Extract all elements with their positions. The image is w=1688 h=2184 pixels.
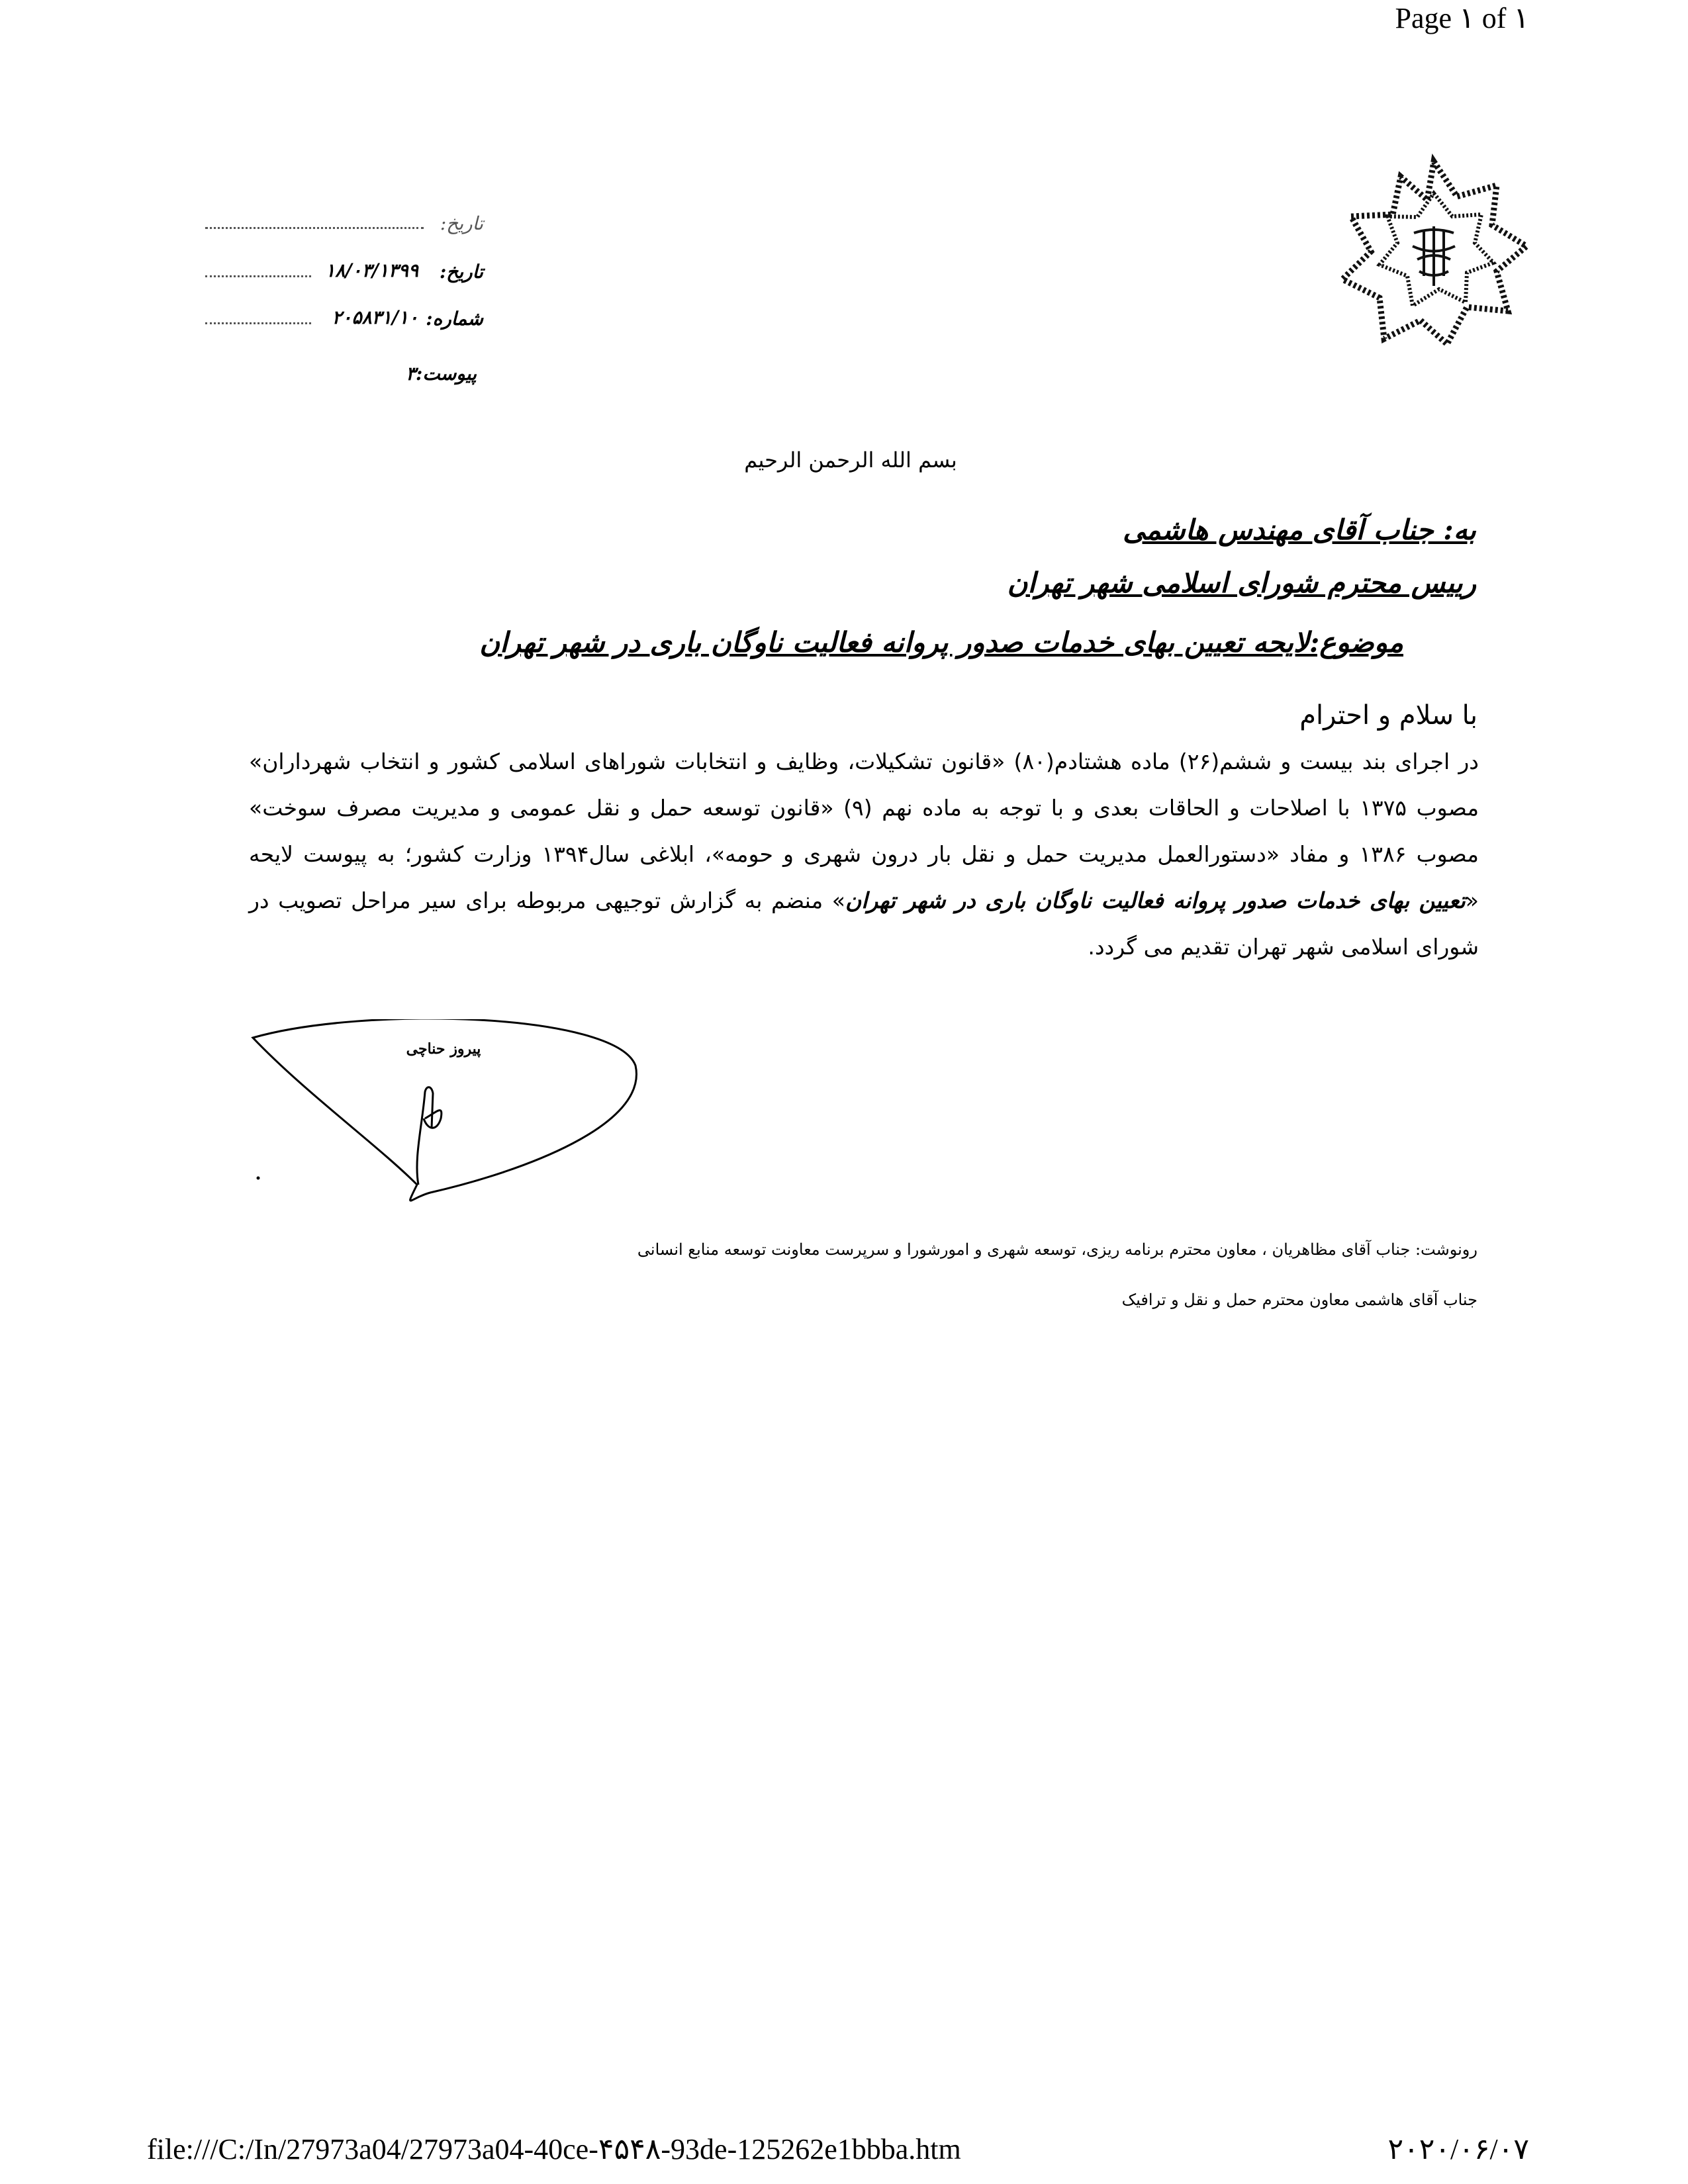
cc-line-2: جناب آقای هاشمی معاون محترم حمل و نقل و ترافیک — [1121, 1291, 1477, 1309]
number-row — [205, 302, 483, 334]
body-text-part-2: » منضم به گزارش توجیهی مربوطه برای سیر مراحل تصویب در شورای اسلامی شهر تهران تقدیم می گردد. — [249, 887, 1479, 960]
cc-line-1: رونوشت: جناب آقای مظاهریان ، معاون محترم برنامه ریزی، توسعه شهری و امورشورا و سرپرست معاونت توسعه منابع انسانی — [637, 1240, 1477, 1259]
date-label: تاریخ: — [440, 212, 483, 234]
dotted-line — [205, 227, 424, 229]
print-date: ۲۰۲۰/۰۶/۰۷ — [1387, 2133, 1529, 2165]
recipient-title: ریيس محترم شورای اسلامی شهر تهران — [1007, 567, 1476, 599]
letter-body — [249, 739, 1479, 970]
number-label: شماره: — [426, 308, 483, 330]
body-text-part-1: در اجرای بند بیست و ششم(۲۶) ماده هشتادم(۸۰) «قانون تشکیلات، وظایف و انتخابات شوراهای اسلامی کشور و انتخاب شهرداران» مصوب ۱۳۷۵ با اصلاحات و الحاقات بعدی و با توجه به ماده نهم (۹) «قانون توسعه حمل و نقل عمومی و مدیریت مصرف سوخت» مصوب ۱۳۸۶ و مفاد «دستورالعمل مدیریت حمل و نقل بار درون شهری و حومه»، ابلاغی سال۱۳۹۴ وزارت کشور؛ به پیوست لایحه « — [249, 749, 1479, 913]
attachment-count: پیوست:۳ — [405, 363, 477, 385]
basmala: بسم الله الرحمن الرحیم — [744, 447, 957, 473]
dotted-line — [205, 275, 311, 277]
date-label: تاریخ: — [439, 261, 483, 283]
body-text-bold: تعیین بهای خدمات صدور پروانه فعالیت ناوگان باری در شهر تهران — [845, 887, 1466, 913]
source-file-url: file:///C:/In/27973a04/27973a04-40ce-۴۵۴۸-93de-125262e1bbba.htm — [147, 2133, 961, 2165]
signatory-name: پیروز حناچی — [406, 1040, 481, 1058]
subject-line: موضوع:لایحه تعیین بهای خدمات صدور پروانه فعالیت ناوگان باری در شهر تهران — [479, 626, 1403, 659]
dotted-line — [205, 322, 311, 324]
date-row-empty — [205, 206, 483, 238]
page-number-label: Page ۱ of ۱ — [1395, 2, 1529, 34]
greeting: با سلام و احترام — [1299, 700, 1477, 731]
date-value: ۱۸/۰۳/۱۳۹۹ — [325, 259, 418, 281]
recipient-line: به: جناب آقای مهندس هاشمی — [1123, 514, 1476, 546]
date-row — [205, 255, 483, 287]
tehran-municipality-emblem-icon — [1335, 154, 1533, 352]
number-value: ۲۰۵۸۳۱/۱۰ — [332, 306, 418, 328]
